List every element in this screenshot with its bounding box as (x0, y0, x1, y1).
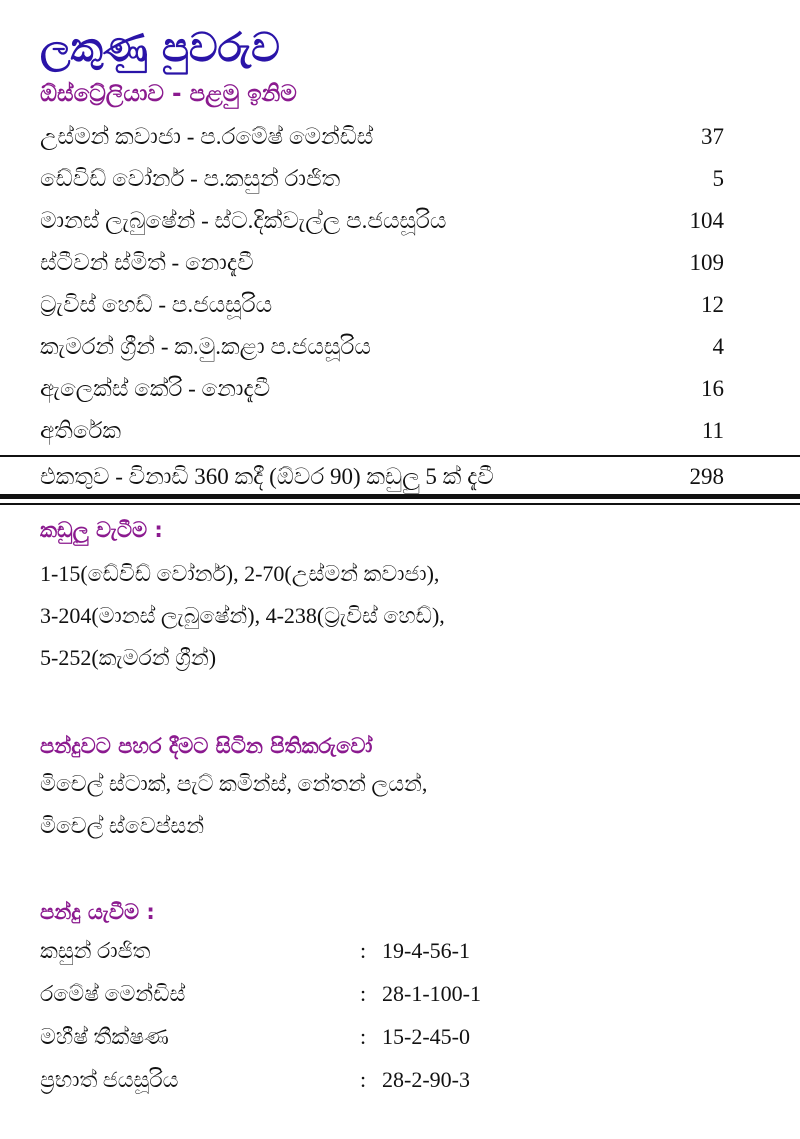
batting-row (40, 116, 724, 158)
bowling-colon: : (360, 1067, 367, 1092)
batter-runs: 109 (689, 250, 724, 275)
bowling-colon: : (360, 981, 367, 1006)
bowler-name: කසුන් රාජිත (40, 938, 151, 963)
batter-runs: 104 (689, 208, 724, 233)
batter-entry: ඇලෙක්ස් කේරි - නොදැවී (40, 376, 271, 401)
batter-entry: ට්‍රැවිස් හෙඩ් - ප.ජයසූරිය (40, 292, 273, 317)
bowling-figures: 28-1-100-1 (382, 981, 481, 1006)
bowling-colon: : (360, 1024, 367, 1049)
extras-runs: 11 (701, 418, 724, 443)
extras-label: අතිරේක (40, 418, 122, 443)
fall-of-wickets-line: 5-252(කැමරන් ග්‍රීන්) (40, 645, 217, 670)
batting-row (40, 284, 724, 326)
bowler-name: ප්‍රභාත් ජයසූරිය (40, 1067, 179, 1092)
batter-runs: 12 (701, 292, 724, 317)
total-row (40, 456, 724, 498)
yet-to-bat-line: මිචෙල් ස්වෙප්සන් (40, 813, 205, 838)
bowling-figures: 15-2-45-0 (382, 1024, 470, 1049)
batter-entry: කැමරන් ග්‍රීන් - ක.මු.කළා ප.ජයසූරිය (40, 334, 371, 359)
batting-row (40, 242, 724, 284)
total-runs: 298 (689, 464, 724, 489)
batter-runs: 4 (712, 334, 724, 359)
divider-line (0, 503, 800, 505)
fall-of-wickets-heading: කඩුලු වැටීම : (40, 518, 163, 542)
page-title: ලකුණු පුවරුව (40, 25, 280, 71)
batting-row (40, 158, 724, 200)
yet-to-bat-line: මිචෙල් ස්ටාක්, පැට් කමින්ස්, නේතන් ලයන්, (40, 771, 428, 796)
bowling-figures: 19-4-56-1 (382, 938, 470, 963)
bowler-name: මහීෂ් තීක්ෂණ (40, 1024, 169, 1049)
innings-title: ඕස්ට්‍රේලියාව - පළමු ඉනිම (40, 81, 297, 107)
fall-of-wickets-line: 1-15(ඩේවිඩ් වෝනර්), 2-70(උස්මන් කවාජා), (40, 561, 440, 586)
bowling-row (40, 973, 542, 1015)
yet-to-bat-heading: පන්දුවට පහර දීමට සිටින පිතිකරුවෝ (40, 734, 373, 758)
divider-thick (0, 494, 800, 499)
batter-entry: මානස් ලැබුෂේන් - ස්ට.දික්වැල්ල ප.ජයසූරිය (40, 208, 447, 233)
bowling-figures: 28-2-90-3 (382, 1067, 470, 1092)
bowling-heading: පන්දු යැවීම : (40, 900, 155, 924)
total-label: එකතුව - විනාඩි 360 කදී (ඕවර 90) කඩුලු 5 ක් දැවී (40, 464, 494, 489)
batter-entry: ස්ටීවන් ස්මිත් - නොදැවී (40, 250, 254, 275)
batter-entry: ඩේවිඩ් වෝනර් - ප.කසුන් රාජිත (40, 166, 341, 191)
batting-row (40, 368, 724, 410)
batter-runs: 5 (712, 166, 724, 191)
batting-row (40, 410, 724, 452)
batter-runs: 16 (701, 376, 724, 401)
batter-entry: උස්මන් කවාජා - ප.රමේෂ් මෙන්ඩිස් (40, 124, 374, 149)
fall-of-wickets-line: 3-204(මානස් ලැබුෂේන්), 4-238(ට්‍රැවිස් හෙඩ්), (40, 603, 445, 628)
bowling-row (40, 1059, 542, 1101)
bowling-row (40, 1016, 542, 1058)
bowler-name: රමේෂ් මෙන්ඩිස් (40, 981, 186, 1006)
batting-row (40, 326, 724, 368)
bowling-colon: : (360, 938, 367, 963)
batting-row (40, 200, 724, 242)
bowling-row (40, 930, 542, 972)
batter-runs: 37 (701, 124, 724, 149)
